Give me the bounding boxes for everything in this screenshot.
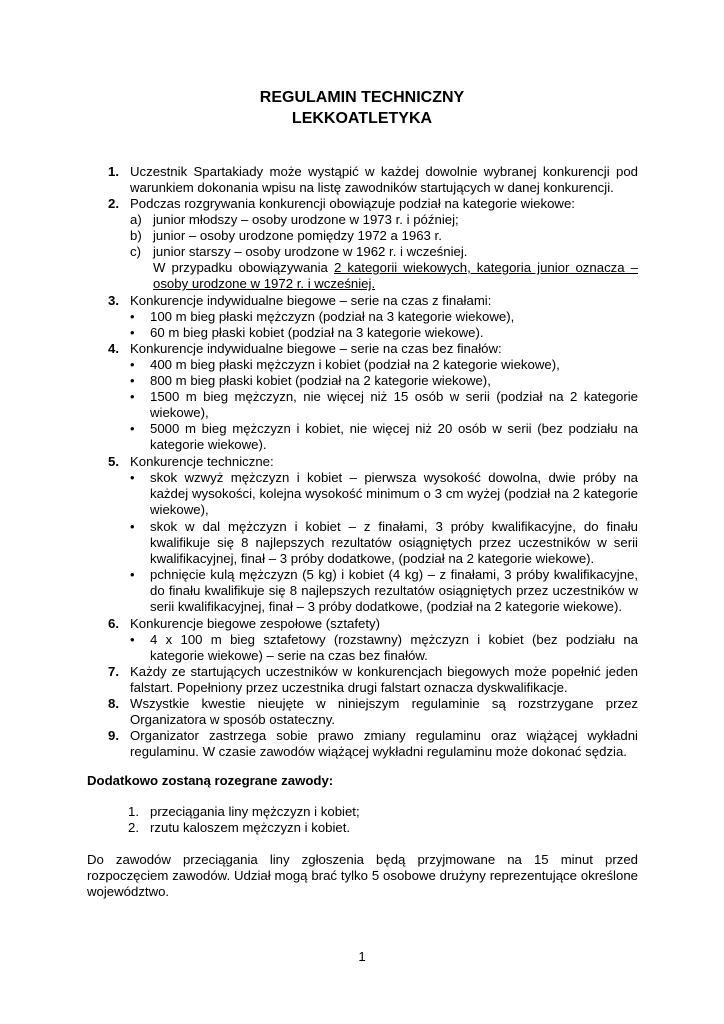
extra-item-text: przeciągania liny mężczyzn i kobiet; [150,804,360,819]
note-prefix: W przypadku obowiązywania [153,260,334,275]
bullet-text: 1500 m bieg mężczyzn, nie więcej niż 15 osób w serii (podział na 2 kategorie wiekowe), [150,389,638,421]
bullet-text: 4 x 100 m bieg sztafetowy (rozstawny) mężczyzn i kobiet (bez podziału na kategorie wiekowe) – serie na czas bez finałów. [150,632,638,664]
item-number: 2. [108,196,119,211]
item-text: Konkurencje biegowe zespołowe (sztafety) [130,616,380,631]
bullet-text: 100 m bieg płaski mężczyzn (podział na 3 kategorie wiekowe), [150,309,515,324]
bullet: • [130,373,135,388]
item-number: 5. [108,454,119,469]
document-title-line2: LEKKOATLETYKA [291,110,433,127]
age-category-note [153,260,638,292]
bullet-text: pchnięcie kulą mężczyzn (5 kg) i kobiet (4 kg) – z finałami, 3 próby kwalifikacyjne, do finału kwalifikuje się 8 najlepszych rezultatów osiągniętych przez uczestników w serii kwalifikacyjnej, finał – 3 próby dodatkowe, (podział na 2 kategorie wiekowe). [150,567,638,615]
closing-paragraph: Do zawodów przeciągania liny zgłoszenia będą przyjmowane na 15 minut przed rozpoczęciem zawodów. Udział mogą brać tylko 5 osobowe drużyny reprezentujące określone województwo. [87,852,638,900]
item-text: Konkurencje techniczne: [130,454,274,469]
item-text: Uczestnik Spartakiady może wystąpić w każdej dowolnie wybranej konkurencji pod warunkiem dokonania wpisu na listę zawodników startujących w danej konkurencji. [130,164,638,196]
bullet: • [130,325,135,340]
item-number: 3. [108,293,119,308]
item-number: 7. [108,664,119,679]
item-text: Wszystkie kwestie nieujęte w niniejszym regulaminie są rozstrzygane przez Organizatora w sposób ostateczny. [130,696,638,728]
document-title-line1: REGULAMIN TECHNICZNY [259,89,465,106]
sub-item-text: junior – osoby urodzone pomiędzy 1972 a 1963 r. [153,228,442,243]
page-number: 1 [358,949,366,964]
sub-item-label: c) [130,244,141,259]
bullet: • [130,470,135,485]
bullet-text: skok w dal mężczyzn i kobiet – z finałami, 3 próby kwalifikacyjne, do finału kwalifikuje się 8 najlepszych rezultatów osiągniętych przez uczestników w serii kwalifikacyjnej, finał – 3 próby dodatkowe, (podział na 2 kategorie wiekowe). [150,519,638,567]
bullet-text: 800 m bieg płaski kobiet (podział na 2 kategorie wiekowe), [150,373,491,388]
item-text: Organizator zastrzega sobie prawo zmiany regulaminu oraz wiążącej wykładni regulaminu. W czasie zawodów wiążącej wykładni regulaminu może dokonać sędzia. [130,728,638,760]
item-number: 8. [108,696,119,711]
bullet: • [130,519,135,534]
extra-heading: Dodatkowo zostaną rozegrane zawody: [87,773,334,788]
extra-item-text: rzutu kaloszem mężczyzn i kobiet. [150,820,351,835]
sub-item-label: b) [130,228,142,243]
sub-item-text: junior starszy – osoby urodzone w 1962 r. i wcześniej. [153,244,468,259]
item-number: 9. [108,728,119,743]
bullet: • [130,309,135,324]
item-text: Konkurencje indywidualne biegowe – serie na czas z finałami: [130,293,492,308]
item-text: Każdy ze startujących uczestników w konkurencjach biegowych może popełnić jeden falstart. Popełniony przez uczestnika drugi falstart oznacza dyskwalifikacje. [130,664,638,696]
bullet: • [130,632,135,647]
note-underlined: 2 kategorii wiekowych, kategoria junior oznacza – osoby urodzone w 1972 r. i wcześniej. [153,260,639,292]
bullet: • [130,567,135,582]
extra-item-number: 2. [128,820,139,835]
item-number: 6. [108,616,119,631]
extra-item-number: 1. [128,804,139,819]
bullet: • [130,421,135,436]
bullet-text: skok wzwyż mężczyzn i kobiet – pierwsza wysokość dowolna, dwie próby na każdej wysokości, kolejna wysokość minimum o 3 cm wyżej (podział na 2 kategorie wiekowe), [150,470,638,518]
bullet-text: 400 m bieg płaski mężczyzn i kobiet (podział na 2 kategorie wiekowe), [150,357,560,372]
bullet: • [130,389,135,404]
item-text: Konkurencje indywidualne biegowe – serie na czas bez finałów: [130,341,502,356]
item-number: 4. [108,341,119,356]
bullet: • [130,357,135,372]
item-number: 1. [108,164,119,179]
item-text: Podczas rozgrywania konkurencji obowiązuje podział na kategorie wiekowe: [130,196,575,211]
sub-item-text: junior młodszy – osoby urodzone w 1973 r. i później; [153,212,459,227]
sub-item-label: a) [130,212,142,227]
bullet-text: 5000 m bieg mężczyzn i kobiet, nie więcej niż 20 osób w serii (bez podziału na kategorie wiekowe). [150,421,638,453]
bullet-text: 60 m bieg płaski kobiet (podział na 3 kategorie wiekowe). [150,325,484,340]
